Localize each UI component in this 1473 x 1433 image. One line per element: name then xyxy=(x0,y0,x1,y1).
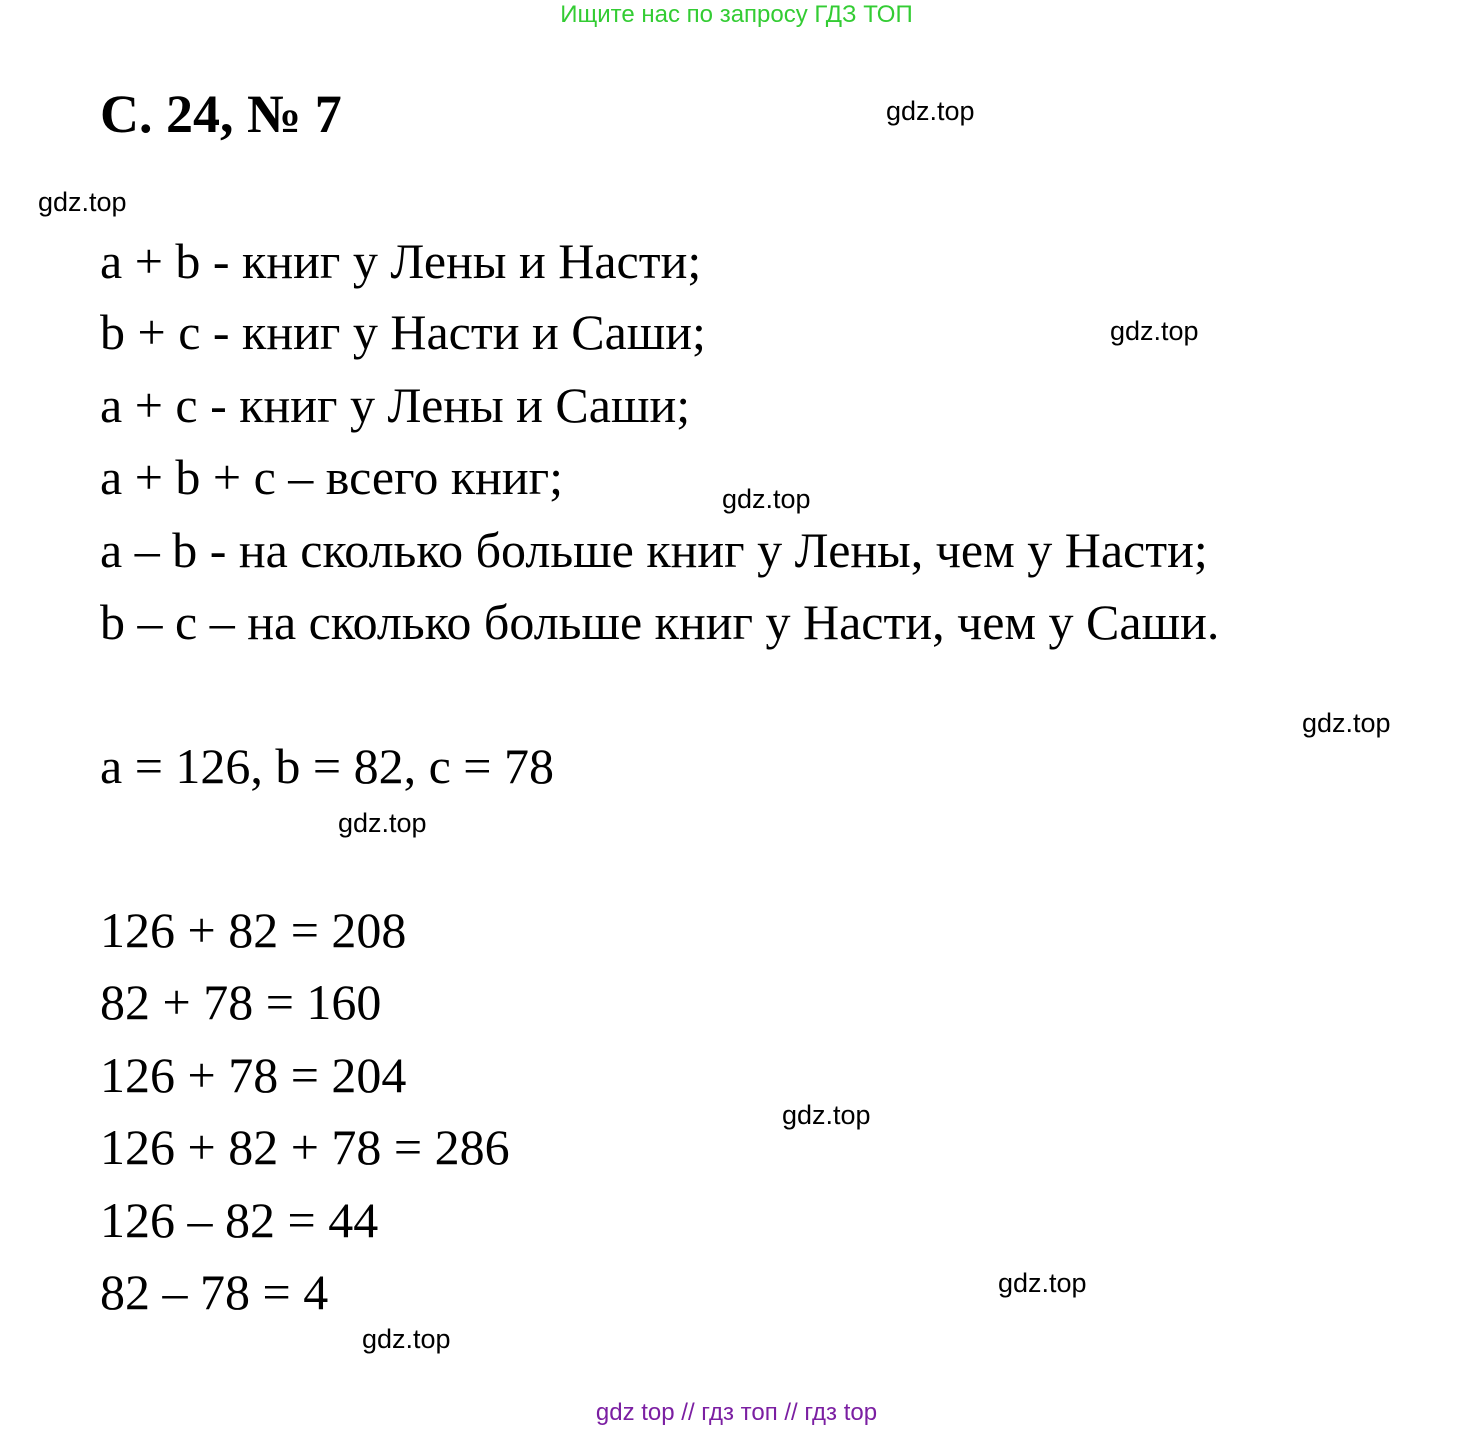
calculation-line: 126 – 82 = 44 xyxy=(100,1192,379,1248)
watermark: gdz.top xyxy=(38,187,127,217)
watermark: gdz.top xyxy=(998,1268,1087,1298)
watermark: gdz.top xyxy=(722,484,811,514)
definition-line: b – c – на сколько больше книг у Насти, чем у Саши. xyxy=(100,594,1220,650)
top-banner: Ищите нас по запросу ГДЗ ТОП xyxy=(560,1,913,28)
watermark: gdz.top xyxy=(782,1100,871,1130)
watermark: gdz.top xyxy=(1302,708,1391,738)
exercise-title: С. 24, № 7 xyxy=(100,84,342,144)
values-line: a = 126, b = 82, c = 78 xyxy=(100,738,554,794)
watermark: gdz.top xyxy=(338,808,427,838)
calculation-line: 126 + 82 + 78 = 286 xyxy=(100,1119,510,1175)
calculation-line: 82 + 78 = 160 xyxy=(100,974,382,1030)
definition-line: a + b - книг у Лены и Насти; xyxy=(100,233,702,289)
calculation-line: 126 + 78 = 204 xyxy=(100,1047,407,1103)
definition-line: a + c - книг у Лены и Саши; xyxy=(100,377,691,433)
definition-line: a – b - на сколько больше книг у Лены, чем у Насти; xyxy=(100,522,1208,578)
definition-line: a + b + c – всего книг; xyxy=(100,449,564,505)
calculation-line: 82 – 78 = 4 xyxy=(100,1264,329,1320)
calculation-line: 126 + 82 = 208 xyxy=(100,902,407,958)
footer-links: gdz top // гдз топ // гдз top xyxy=(595,1399,878,1426)
watermark: gdz.top xyxy=(1110,316,1199,346)
watermark: gdz.top xyxy=(362,1324,451,1354)
watermark: gdz.top xyxy=(886,96,975,126)
definition-line: b + c - книг у Насти и Саши; xyxy=(100,304,706,360)
